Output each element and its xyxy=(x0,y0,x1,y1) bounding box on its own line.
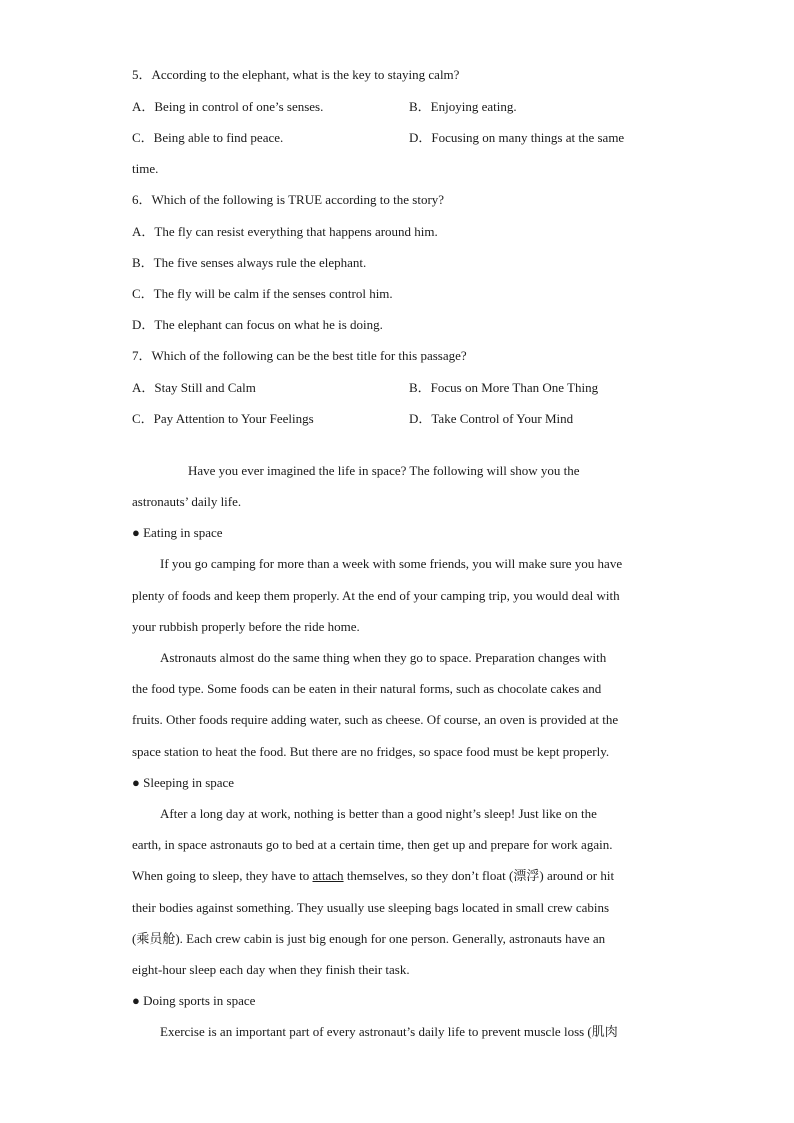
passage-intro-line-2: astronauts’ daily life. xyxy=(132,494,242,509)
question-7-option-a: A．Stay Still and Calm xyxy=(132,380,256,395)
section-heading-eating: ● Eating in space xyxy=(132,525,223,540)
sleeping-paragraph-line-2: earth, in space astronauts go to bed at a certain time, then get up and prepare for work again. xyxy=(132,837,613,852)
question-7-option-c: C．Pay Attention to Your Feelings xyxy=(132,411,314,426)
sleeping-paragraph-line-1: After a long day at work, nothing is better than a good night’s sleep! Just like on the xyxy=(160,806,597,821)
sleeping-paragraph-line-4: their bodies against something. They usually use sleeping bags located in small crew cabins xyxy=(132,900,610,915)
question-6-option-b: B．The five senses always rule the elephant. xyxy=(132,255,367,270)
sleeping-line-3-before: When going to sleep, they have to xyxy=(132,868,313,883)
eating-paragraph-1-line-3: your rubbish properly before the ride home. xyxy=(132,619,360,634)
sleeping-paragraph-line-6: eight-hour sleep each day when they finish their task. xyxy=(132,962,410,977)
question-7-option-d: D．Take Control of Your Mind xyxy=(409,411,574,426)
question-7-option-b: B．Focus on More Than One Thing xyxy=(409,380,599,395)
section-heading-sports: ● Doing sports in space xyxy=(132,993,256,1008)
question-5-option-d-continued: time. xyxy=(132,161,159,176)
sleeping-paragraph-line-5: (乘员舱). Each crew cabin is just big enough for one person. Generally, astronauts have an xyxy=(132,931,606,946)
question-6-option-a: A．The fly can resist everything that happens around him. xyxy=(132,224,438,239)
eating-paragraph-2-line-3: fruits. Other foods require adding water, such as cheese. Of course, an oven is provided at the xyxy=(132,712,619,727)
section-heading-sleeping: ● Sleeping in space xyxy=(132,775,235,790)
passage-intro-line-1: Have you ever imagined the life in space? The following will show you the xyxy=(188,463,580,478)
question-6-stem: 6．Which of the following is TRUE according to the story? xyxy=(132,192,445,207)
eating-paragraph-1-line-2: plenty of foods and keep them properly. At the end of your camping trip, you would deal with xyxy=(132,588,620,603)
question-5-option-c: C．Being able to find peace. xyxy=(132,130,284,145)
question-5-option-d: D．Focusing on many things at the same xyxy=(409,130,625,145)
question-5-stem: 5．According to the elephant, what is the key to staying calm? xyxy=(132,67,460,82)
question-5-option-a: A．Being in control of one’s senses. xyxy=(132,99,324,114)
eating-paragraph-2-line-2: the food type. Some foods can be eaten in their natural forms, such as chocolate cakes and xyxy=(132,681,602,696)
eating-paragraph-2-line-4: space station to heat the food. But there are no fridges, so space food must be kept properly. xyxy=(132,744,610,759)
question-6-option-d: D．The elephant can focus on what he is doing. xyxy=(132,317,383,332)
eating-paragraph-2-line-1: Astronauts almost do the same thing when they go to space. Preparation changes with xyxy=(160,650,607,665)
question-5-option-b: B．Enjoying eating. xyxy=(409,99,517,114)
underlined-word-attach: attach xyxy=(312,868,344,883)
eating-paragraph-1-line-1: If you go camping for more than a week with some friends, you will make sure you have xyxy=(160,556,623,571)
question-6-option-c: C．The fly will be calm if the senses control him. xyxy=(132,286,393,301)
sports-paragraph-line-1: Exercise is an important part of every astronaut’s daily life to prevent muscle loss (肌肉 xyxy=(160,1024,618,1039)
sleeping-paragraph-line-3 xyxy=(132,867,672,885)
question-7-stem: 7．Which of the following can be the best title for this passage? xyxy=(132,348,467,363)
sleeping-line-3-after: themselves, so they don’t float (漂浮) around or hit xyxy=(343,868,615,883)
